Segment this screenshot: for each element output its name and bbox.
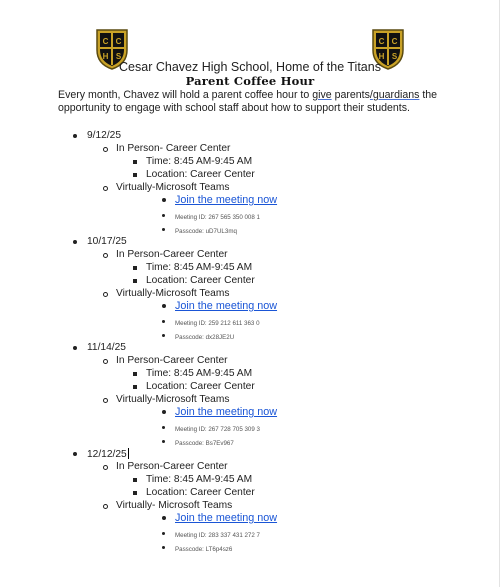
svg-text:C: C bbox=[391, 37, 398, 46]
intro-underlined-word: give bbox=[312, 89, 332, 101]
disc-bullet-icon bbox=[73, 240, 77, 244]
circle-bullet-icon bbox=[103, 359, 108, 364]
passcode: Passcode: LT6p4sz6 bbox=[175, 546, 233, 553]
virtual-label: Virtually-Microsoft Teams bbox=[116, 288, 230, 299]
session-date: 12/12/25 bbox=[87, 449, 127, 460]
square-bullet-icon bbox=[133, 385, 137, 389]
in-person-label: In Person-Career Center bbox=[116, 461, 228, 472]
circle-bullet-icon bbox=[103, 186, 108, 191]
meeting-id: Meeting ID: 259 212 611 363 0 bbox=[175, 320, 260, 327]
session-time: Time: 8:45 AM-9:45 AM bbox=[146, 368, 253, 379]
passcode: Passcode: Bs7Ev967 bbox=[175, 440, 234, 447]
disc-bullet-icon bbox=[73, 452, 77, 456]
intro-underlined-word: guardians bbox=[372, 89, 420, 101]
svg-text:C: C bbox=[378, 37, 385, 46]
disc-bullet-icon bbox=[73, 134, 77, 138]
intro-text-line2: opportunity to engage with school staff about how to support their students. bbox=[58, 102, 410, 114]
join-meeting-link[interactable]: Join the meeting now bbox=[175, 194, 278, 206]
in-person-label: In Person-Career Center bbox=[116, 249, 228, 260]
disc-bullet-icon bbox=[162, 426, 165, 429]
session-location: Location: Career Center bbox=[146, 169, 255, 180]
session-time: Time: 8:45 AM-9:45 AM bbox=[146, 262, 253, 273]
disc-bullet-icon bbox=[162, 516, 166, 520]
disc-bullet-icon bbox=[162, 228, 165, 231]
meeting-id: Meeting ID: 283 337 431 272 7 bbox=[175, 532, 260, 539]
circle-bullet-icon bbox=[103, 292, 108, 297]
svg-text:S: S bbox=[115, 52, 122, 61]
circle-bullet-icon bbox=[103, 465, 108, 470]
virtual-label: Virtually-Microsoft Teams bbox=[116, 182, 230, 193]
in-person-label: In Person-Career Center bbox=[116, 355, 228, 366]
svg-text:S: S bbox=[391, 52, 398, 61]
passcode: Passcode: dx28JE2U bbox=[175, 334, 235, 341]
intro-text: the bbox=[419, 89, 438, 101]
session-location: Location: Career Center bbox=[146, 381, 255, 392]
svg-text:C: C bbox=[102, 37, 109, 46]
session-time: Time: 8:45 AM-9:45 AM bbox=[146, 156, 253, 167]
square-bullet-icon bbox=[133, 491, 137, 495]
text-cursor bbox=[128, 448, 129, 459]
disc-bullet-icon bbox=[162, 546, 165, 549]
session-date: 9/12/25 bbox=[87, 130, 121, 141]
disc-bullet-icon bbox=[162, 334, 165, 337]
disc-bullet-icon bbox=[162, 320, 165, 323]
square-bullet-icon bbox=[133, 372, 137, 376]
square-bullet-icon bbox=[133, 478, 137, 482]
disc-bullet-icon bbox=[162, 214, 165, 217]
session-time: Time: 8:45 AM-9:45 AM bbox=[146, 474, 253, 485]
disc-bullet-icon bbox=[162, 440, 165, 443]
square-bullet-icon bbox=[133, 266, 137, 270]
virtual-label: Virtually-Microsoft Teams bbox=[116, 394, 230, 405]
intro-text: parents bbox=[331, 89, 370, 101]
join-meeting-link[interactable]: Join the meeting now bbox=[175, 406, 278, 418]
in-person-label: In Person- Career Center bbox=[116, 143, 231, 154]
intro-slash: / bbox=[369, 89, 373, 101]
join-meeting-link[interactable]: Join the meeting now bbox=[175, 300, 278, 312]
document-subtitle: Parent Coffee Hour bbox=[185, 74, 315, 88]
circle-bullet-icon bbox=[103, 253, 108, 258]
virtual-label: Virtually- Microsoft Teams bbox=[116, 500, 233, 511]
meeting-id: Meeting ID: 267 565 350 008 1 bbox=[175, 214, 260, 221]
square-bullet-icon bbox=[133, 279, 137, 283]
session-date: 11/14/25 bbox=[87, 342, 126, 353]
session-location: Location: Career Center bbox=[146, 487, 255, 498]
disc-bullet-icon bbox=[162, 410, 166, 414]
disc-bullet-icon bbox=[73, 346, 77, 350]
svg-text:C: C bbox=[115, 37, 122, 46]
join-meeting-link[interactable]: Join the meeting now bbox=[175, 512, 278, 524]
square-bullet-icon bbox=[133, 173, 137, 177]
meeting-id: Meeting ID: 267 728 705 309 3 bbox=[175, 426, 260, 433]
session-location: Location: Career Center bbox=[146, 275, 255, 286]
intro-text: Every month, Chavez will hold a parent coffee hour to bbox=[58, 89, 313, 101]
svg-text:H: H bbox=[378, 52, 385, 61]
disc-bullet-icon bbox=[162, 532, 165, 535]
circle-bullet-icon bbox=[103, 398, 108, 403]
circle-bullet-icon bbox=[103, 504, 108, 509]
document-title: Cesar Chavez High School, Home of the Titans bbox=[119, 60, 381, 74]
square-bullet-icon bbox=[133, 160, 137, 164]
disc-bullet-icon bbox=[162, 304, 166, 308]
circle-bullet-icon bbox=[103, 147, 108, 152]
passcode: Passcode: uD7UL3mq bbox=[175, 228, 237, 235]
disc-bullet-icon bbox=[162, 198, 166, 202]
session-date: 10/17/25 bbox=[87, 236, 127, 247]
svg-text:H: H bbox=[102, 52, 109, 61]
